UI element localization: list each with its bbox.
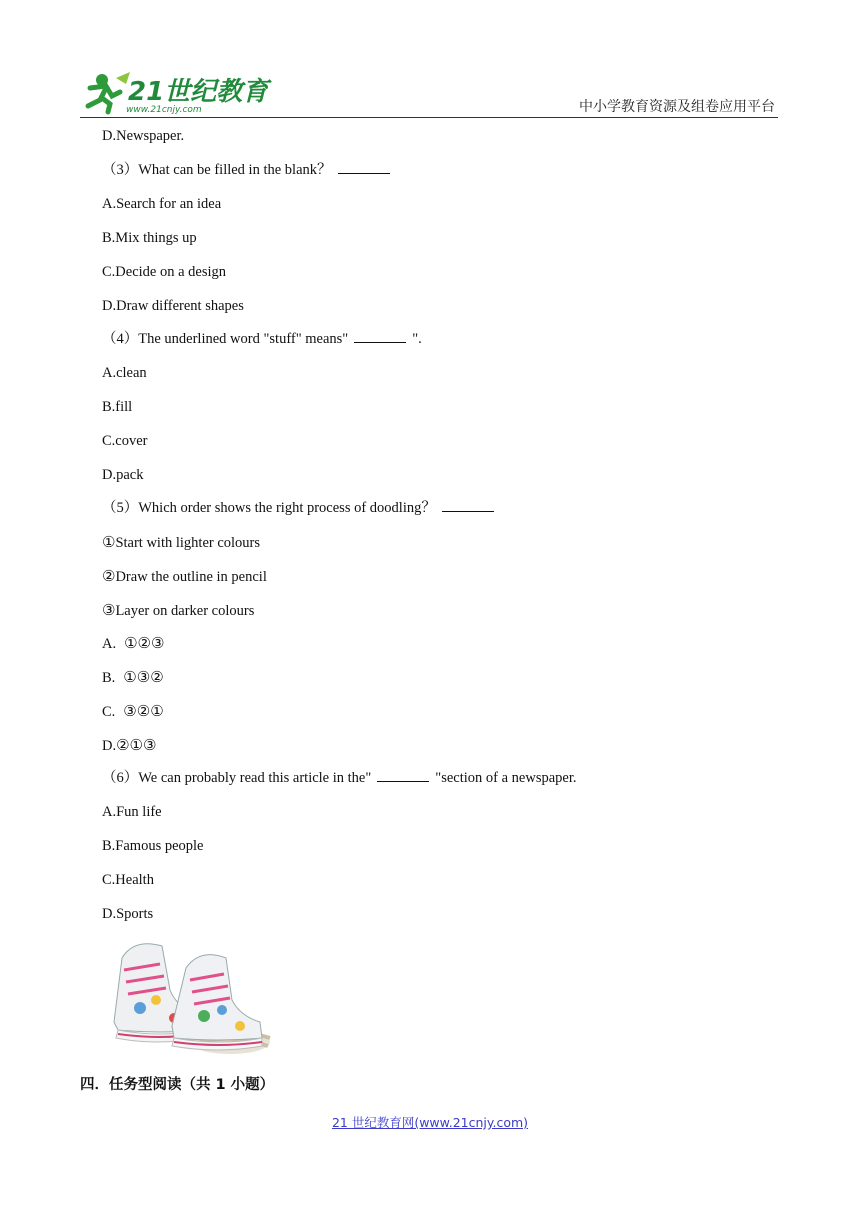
option-sequence: ③②① [123,702,164,720]
svg-text:21世纪教育: 21世纪教育 [128,77,269,107]
option-label: B. [102,670,116,686]
q6-option-a: A.Fun life [102,804,162,820]
q5-option-b [102,668,164,687]
question-6 [102,769,577,787]
q4-option-b: B.fill [102,399,133,415]
header-platform-text: 中小学教育资源及组卷应用平台 [579,99,775,115]
site-logo [80,66,269,116]
q3-option-b: B.Mix things up [102,230,197,246]
option-label: A. [102,636,117,652]
question-3 [102,161,396,179]
q6-option-b: B.Famous people [102,838,204,854]
step-2 [102,567,267,586]
question-4-text-after: ". [412,331,422,347]
step-2-number: ② [102,567,116,585]
q6-option-c: C.Health [102,872,154,888]
step-1-text: Start with lighter colours [115,535,261,551]
q4-option-d: D.pack [102,467,144,483]
question-6-text-before: （6）We can probably read this article in the" [102,770,372,786]
answer-blank [338,161,390,174]
q6-option-d: D.Sports [102,906,154,922]
sneakers-icon [100,930,278,1062]
q5-option-c [102,702,164,721]
section-heading: 四．任务型阅读（共 1 小题） [80,1077,275,1093]
step-3 [102,601,254,620]
question-6-text-after: "section of a newspaper. [435,770,577,786]
answer-blank [442,499,494,512]
option-sequence: ①②③ [124,634,165,652]
option-d-newspaper: D.Newspaper. [102,128,185,144]
header-divider [80,117,778,118]
question-4-text-before: （4）The underlined word "stuff" means" [102,331,349,347]
doodled-sneakers-image [100,930,278,1062]
step-3-text: Layer on darker colours [115,603,255,619]
q3-option-d: D.Draw different shapes [102,298,244,314]
option-sequence: ①③② [123,668,164,686]
answer-blank [354,330,406,343]
option-label: D. [102,738,117,754]
running-man-logo-icon [80,66,269,116]
footer-link[interactable]: 21 世纪教育网(www.21cnjy.com) [331,1115,529,1130]
q3-option-c: C.Decide on a design [102,264,227,280]
option-label: C. [102,704,116,720]
step-2-text: Draw the outline in pencil [115,569,267,585]
svg-text:www.21cnjy.com: www.21cnjy.com [126,105,202,115]
option-sequence: ②①③ [116,736,157,754]
question-5-text: （5）Which order shows the right process of doodling？ [102,500,436,516]
q5-option-d [102,736,156,755]
q4-option-c: C.cover [102,433,148,449]
question-4 [102,330,422,348]
answer-blank [377,769,429,782]
q5-option-a [102,634,164,653]
question-5 [102,499,500,517]
q3-option-a: A.Search for an idea [102,196,222,212]
step-3-number: ③ [102,601,116,619]
q4-option-a: A.clean [102,365,147,381]
question-3-text: （3）What can be filled in the blank？ [102,162,332,178]
step-1-number: ① [102,533,116,551]
step-1 [102,533,260,552]
